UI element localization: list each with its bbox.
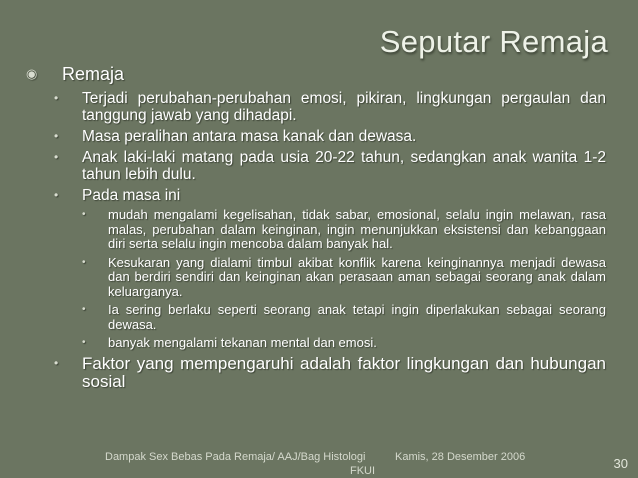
small-dot-icon: • (82, 337, 86, 348)
bullet-text: Masa peralihan antara masa kanak dan dewasa. (82, 128, 417, 145)
small-dot-icon: • (82, 209, 86, 220)
footer-left-text: Dampak Sex Bebas Pada Remaja/ AAJ/Bag Histologi (105, 451, 366, 463)
sub-bullet-item (82, 256, 606, 300)
dot-icon: • (54, 355, 59, 370)
slide-title: Seputar Remaja (379, 24, 608, 59)
bullet-text: Terjadi perubahan-perubahan emosi, pikiran, lingkungan pergaulan dan tanggung jawab yang dihadapi. (82, 90, 606, 124)
dot-icon: • (54, 91, 59, 105)
sub-bullet-text: Ia sering berlaku seperti seorang anak tetapi ingin diperlakukan sebagai seorang dewasa. (108, 302, 606, 332)
bullet-item (54, 187, 606, 204)
small-dot-icon: • (82, 256, 86, 268)
circle-dot-icon: ◉ (26, 66, 38, 81)
sub-bullet-text: banyak mengalami tekanan mental dan emosi. (108, 335, 377, 350)
bullet-item (54, 149, 606, 183)
sub-bullet-text: mudah mengalami kegelisahan, tidak sabar, emosional, selalu ingin melawan, rasa malas, perubahan dalam keinginan, ingin menunjukkan eksistensi dan kebanggaan diri serta selalu ingin mencoba dalam banyak hal. (108, 207, 606, 251)
small-dot-icon: • (82, 304, 86, 315)
dot-icon: • (54, 188, 59, 202)
bullet-text: Faktor yang mempengaruhi adalah faktor lingkungan dan hubungan sosial (82, 353, 606, 391)
bullet-item (54, 355, 606, 391)
bullet-item (54, 128, 606, 145)
sub-bullet-item (82, 303, 606, 332)
heading-item (26, 64, 606, 84)
sub-bullet-item (82, 336, 606, 351)
dot-icon: • (54, 129, 59, 143)
footer-institution: FKUI (350, 465, 376, 477)
heading-text: Remaja (62, 64, 125, 84)
footer-date: Kamis, 28 Desember 2006 (395, 451, 526, 463)
bullet-item (54, 90, 606, 124)
bullet-text: Pada masa ini (82, 187, 181, 204)
page-number: 30 (613, 456, 628, 471)
dot-icon: • (54, 150, 59, 164)
slide-content (26, 64, 606, 395)
bullet-text: Anak laki-laki matang pada usia 20-22 tahun, sedangkan anak wanita 1-2 tahun lebih dulu. (82, 149, 606, 183)
sub-bullet-text: Kesukaran yang dialami timbul akibat konflik karena keinginannya menjadi dewasa dan berdiri sendiri dan keinginan akan perasaan aman sebagai seorang anak dalam keluarganya. (108, 254, 606, 299)
sub-bullet-item (82, 208, 606, 252)
